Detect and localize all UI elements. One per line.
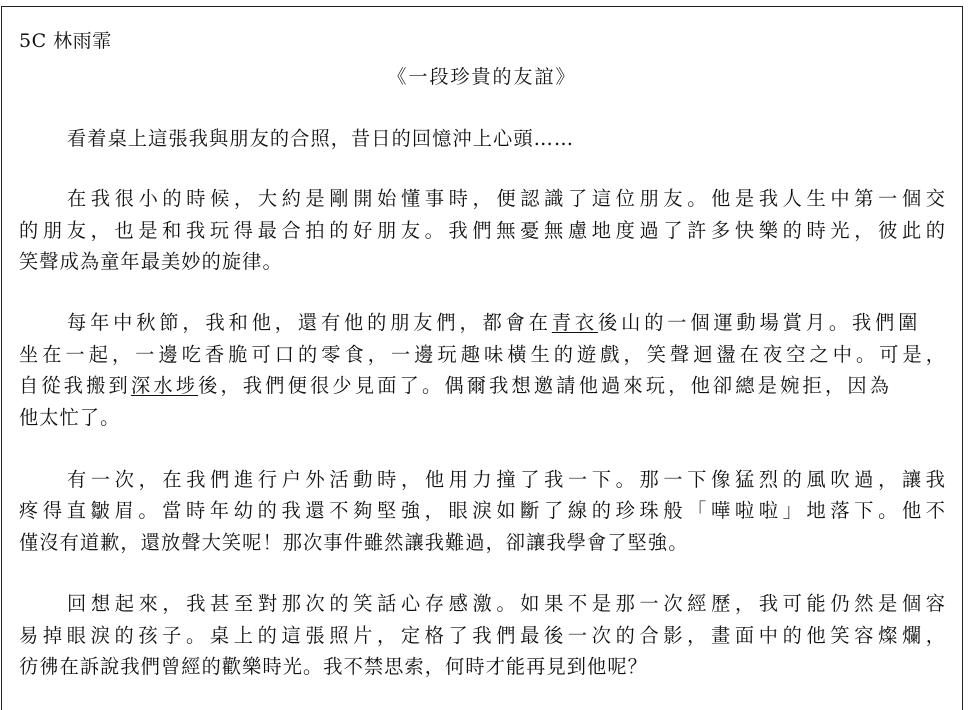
paragraph-3-line-2: 坐在一起，一邊吃香脆可口的零食，一邊玩趣味橫生的遊戲，笑聲迴盪在夜空之中。可是， xyxy=(19,343,945,366)
paragraph-4-line-3: 僅沒有道歉，還放聲大笑呢！那次事件雖然讓我難過，卻讓我學會了堅強。 xyxy=(19,531,689,554)
paragraph-3-line-1 xyxy=(19,308,945,335)
place-name-tsing-yi: 青衣 xyxy=(551,311,599,334)
paragraph-3-line-3-end: 後，我們便很少見面了。偶爾我想邀請他過來玩，他卻總是婉拒，因為 xyxy=(198,374,893,397)
author-line: 5C 林雨霏 xyxy=(19,30,112,52)
paragraph-4-line-1: 有一次，在我們進行户外活動時，他用力撞了我一下。那一下像猛烈的風吹過，讓我 xyxy=(67,468,945,491)
paragraph-2-line-1: 在我很小的時候，大約是剛開始懂事時，便認識了這位朋友。他是我人生中第一個交 xyxy=(67,187,945,210)
paragraph-4-line-2: 疼得直皺眉。當時年幼的我還不夠堅強，眼淚如斷了線的珍珠般「嘩啦啦」地落下。他不 xyxy=(19,499,945,522)
paragraph-5-line-2: 易掉眼淚的孩子。桌上的這張照片，定格了我們最後一次的合影，畫面中的他笑容燦爛， xyxy=(19,624,945,647)
essay-title: 《一段珍貴的友誼》 xyxy=(387,66,577,88)
paragraph-3-line-1-end: 後山的一個運動場賞月。我們圍 xyxy=(598,311,922,334)
paragraph-1-line-1: 看着桌上這張我與朋友的合照，昔日的回憶沖上心頭…… xyxy=(67,127,575,150)
paragraph-2-line-3: 笑聲成為童年最美妙的旋律。 xyxy=(19,250,283,273)
paragraph-5-line-3: 彷彿在訴說我們曾經的歡樂時光。我不禁思索，何時才能再見到他呢？ xyxy=(19,655,648,678)
document-page xyxy=(1,6,963,710)
place-name-sham-shui-po: 深水埗 xyxy=(130,374,199,397)
paragraph-3-line-3-start: 自從我搬到 xyxy=(19,374,131,397)
paragraph-2-line-2: 的朋友，也是和我玩得最合拍的好朋友。我們無憂無慮地度過了許多快樂的時光，彼此的 xyxy=(19,219,945,242)
paragraph-3-line-1-start: 每年中秋節，我和他，還有他的朋友們，都會在 xyxy=(67,311,552,334)
paragraph-3-line-4: 他太忙了。 xyxy=(19,406,121,429)
paragraph-3-line-3 xyxy=(19,371,892,398)
paragraph-5-line-1: 回想起來，我甚至對那次的笑話心存感激。如果不是那一次經歷，我可能仍然是個容 xyxy=(67,592,945,615)
